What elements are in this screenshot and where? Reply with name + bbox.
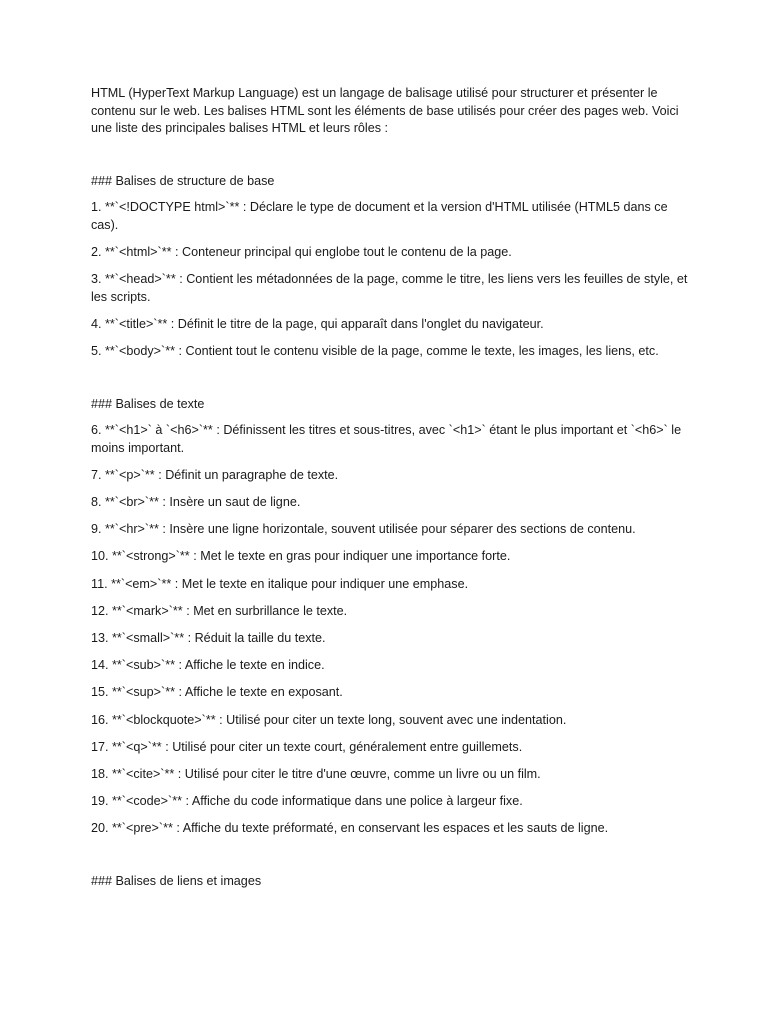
list-item: 6. **`<h1>` à `<h6>`** : Définissent les titres et sous-titres, avec `<h1>` étant le plus important et `<h6>` le moins important. — [91, 423, 682, 455]
list-item: 14. **`<sub>`** : Affiche le texte en indice. — [91, 658, 325, 673]
intro-paragraph: HTML (HyperText Markup Language) est un langage de balisage utilisé pour structurer et présenter le contenu sur le web. Les balises HTML sont les éléments de base utilisés pour créer des pages web. Voici une liste des principales balises HTML et leurs rôles : — [91, 86, 679, 136]
section-heading: ### Balises de texte — [91, 396, 205, 411]
section-spacer — [91, 848, 691, 873]
section-spacer — [91, 371, 691, 396]
list-item: 17. **`<q>`** : Utilisé pour citer un texte court, généralement entre guillemets. — [91, 739, 523, 754]
section-heading: ### Balises de liens et images — [91, 873, 262, 888]
section-text — [91, 396, 691, 838]
list-item: 12. **`<mark>`** : Met en surbrillance le texte. — [91, 603, 348, 618]
list-item: 2. **`<html>`** : Conteneur principal qui englobe tout le contenu de la page. — [91, 245, 512, 260]
list-item: 9. **`<hr>`** : Insère une ligne horizontale, souvent utilisée pour séparer des sections de contenu. — [91, 522, 636, 537]
list-item: 7. **`<p>`** : Définit un paragraphe de texte. — [91, 467, 339, 482]
list-item: 15. **`<sup>`** : Affiche le texte en exposant. — [91, 685, 343, 700]
list-item: 8. **`<br>`** : Insère un saut de ligne. — [91, 495, 301, 510]
list-item: 11. **`<em>`** : Met le texte en italique pour indiquer une emphase. — [91, 576, 469, 591]
list-item: 4. **`<title>`** : Définit le titre de la page, qui apparaît dans l'onglet du navigateur. — [91, 317, 544, 332]
list-item: 18. **`<cite>`** : Utilisé pour citer le titre d'une œuvre, comme un livre ou un film. — [91, 766, 541, 781]
section-links-images — [91, 873, 691, 891]
section-structure — [91, 173, 691, 361]
list-item: 20. **`<pre>`** : Affiche du texte préformaté, en conservant les espaces et les sauts de ligne. — [91, 821, 609, 836]
list-item: 3. **`<head>`** : Contient les métadonnées de la page, comme le titre, les liens vers les feuilles de style, et les scripts. — [91, 272, 688, 304]
list-item: 10. **`<strong>`** : Met le texte en gras pour indiquer une importance forte. — [91, 549, 511, 564]
list-item: 1. **`<!DOCTYPE html>`** : Déclare le type de document et la version d'HTML utilisée (HTML5 dans ce cas). — [91, 200, 668, 232]
list-item: 19. **`<code>`** : Affiche du code informatique dans une police à largeur fixe. — [91, 794, 523, 809]
list-item: 5. **`<body>`** : Contient tout le contenu visible de la page, comme le texte, les images, les liens, etc. — [91, 344, 659, 359]
list-item: 13. **`<small>`** : Réduit la taille du texte. — [91, 631, 326, 645]
document-page — [91, 85, 691, 899]
section-heading: ### Balises de structure de base — [91, 173, 275, 188]
list-item: 16. **`<blockquote>`** : Utilisé pour citer un texte long, souvent avec une indentation. — [91, 712, 567, 727]
